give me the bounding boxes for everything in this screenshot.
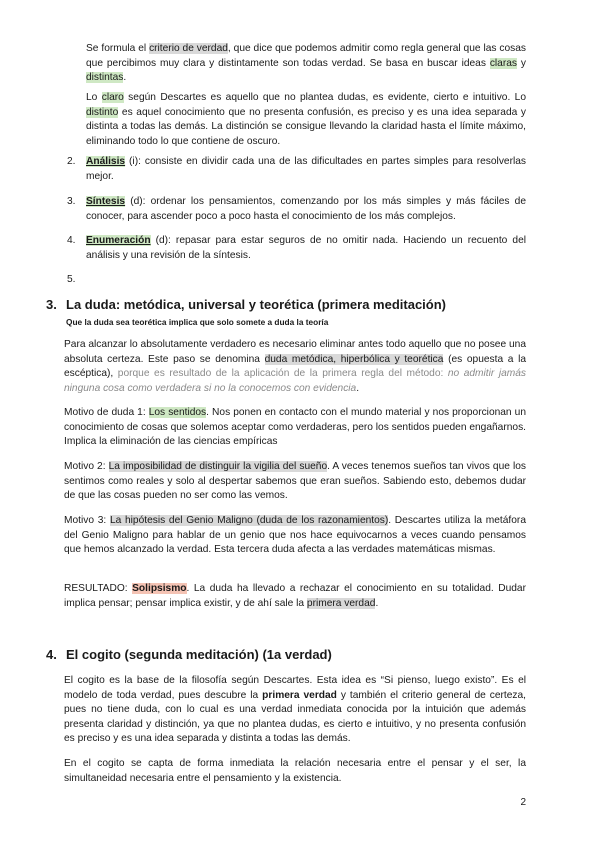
cogito-paragraph: El cogito es la base de la filosofía según Descartes. Esta idea es “Si pienso, luego existo”. Es el modelo de toda verdad, pues descubre la primera verdad y también el criterio general de certeza, pues no tiene duda, con lo cual es una verdad inmediata conocida por la intuición que además presenta claridad y distinción, ya que no plantea dudas, es cierto e intuitivo, y no presenta confusión es preciso y es una idea separada y distinta a todas las demás. <box>64 675 526 745</box>
rule-number: 3. <box>67 196 76 207</box>
section-number: 3. <box>46 297 57 312</box>
rule-sintesis: Síntesis (d): ordenar los pensamientos, comenzando por los más simples y más fáciles de conocer, para ascender poco a poco hasta el conocimiento de los más complejos. <box>86 196 526 222</box>
highlight-distinto: distinto <box>86 106 119 118</box>
motivo-3-paragraph: Motivo 3: La hipótesis del Genio Maligno (duda de los razonamientos). Descartes utiliza la metáfora del Genio Maligno para hablar de un genio que nos hace equivocarnos a veces cuando pensamos que hemos alcanzado la verdad. Esta tercera duda afecta a las verdades matemáticas mismas. <box>64 515 526 556</box>
highlight-claras: claras <box>489 57 517 69</box>
motivo-1-paragraph: Motivo de duda 1: Los sentidos. Nos ponen en contacto con el mundo material y nos proporcionan un conocimiento de cosas que solemos aceptar como verdaderas, pero los sentidos pueden engañarnos. Implica la eliminación de las ciencias empíricas <box>64 407 526 448</box>
criterio-paragraph: Se formula el criterio de verdad, que dice que podemos admitir como regla general que las cosas que percibimos muy clara y distintamente son todas verdad. Se basa en buscar ideas claras y distintas. <box>86 43 526 84</box>
rule-enumeracion: Enumeración (d): repasar para estar seguros de no omitir nada. Haciendo un recuento del análisis y una revisión de la síntesis. <box>86 235 526 261</box>
highlight-duda-metodica: duda metódica, hiperbólica y teorética <box>264 353 444 365</box>
rule-term: Síntesis <box>86 196 126 207</box>
highlight-criterio: criterio de verdad <box>149 43 228 54</box>
highlight-claro: claro <box>101 92 124 103</box>
resultado-paragraph: RESULTADO: Solipsismo. La duda ha llevado a rechazar el conocimiento en su totalidad. Dudar implica pensar; pensar implica existir, y de ahí sale la primera verdad. <box>64 583 526 609</box>
section-title: El cogito (segunda meditación) (1a verdad) <box>66 647 332 662</box>
rule-term: Enumeración <box>86 235 151 246</box>
highlight-primera-verdad: primera verdad <box>306 597 376 609</box>
highlight-sentidos: Los sentidos <box>148 407 207 418</box>
highlight-vigilia: La imposibilidad de distinguir la vigilia del sueño <box>108 461 328 472</box>
section-title: La duda: metódica, universal y teorética (primera meditación) <box>66 297 446 312</box>
rule-number: 5. <box>67 274 76 285</box>
highlight-solipsismo: Solipsismo <box>132 583 187 594</box>
highlight-genio-maligno: La hipótesis del Genio Maligno (duda de los razonamientos) <box>109 515 389 526</box>
cogito-relation-paragraph: En el cogito se capta de forma inmediata la relación necesaria entre el pensar y el ser, la simultaneidad necesaria entre el pensamiento y la existencia. <box>64 758 526 784</box>
page-number: 2 <box>520 797 526 808</box>
section-3-subtitle: Que la duda sea teorética implica que solo somete a duda la teoría <box>66 317 329 327</box>
motivo-2-paragraph: Motivo 2: La imposibilidad de distinguir la vigilia del sueño. A veces tenemos sueños tan vivos que los sentimos como reales y solo al despertar sabemos que eran sueños. Sabiendo esto, debemos dudar de que las cosas pueden no ser como las vemos. <box>64 461 526 502</box>
section-number: 4. <box>46 647 57 662</box>
rule-number: 2. <box>67 156 76 167</box>
rule-number: 4. <box>67 235 76 246</box>
duda-paragraph: Para alcanzar lo absolutamente verdadero es necesario eliminar antes todo aquello que no posee una absoluta certeza. Este paso se denomina duda metódica, hiperbólica y teorética (es opuesta a la escéptica), porque es resultado de la aplicación de la primera regla del método: no admitir jamás ninguna cosa como verdadera si no la conocemos con evidencia. <box>64 339 527 394</box>
claro-distinto-paragraph: Lo claro según Descartes es aquello que no plantea dudas, es evidente, cierto e intuitivo. Lo distinto es aquel conocimiento que no presenta confusión, es preciso y es una idea separada y distinta a todas las demás. La distinción se consigue llevando la claridad hasta el límite máximo, eliminando todo lo que contiene de oscuro. <box>86 92 526 147</box>
rule-term: Análisis <box>86 156 126 167</box>
highlight-distintas: distintas <box>86 72 124 84</box>
rule-analisis: Análisis (i): consiste en dividir cada una de las dificultades en partes simples para resolverlas mejor. <box>86 156 526 182</box>
